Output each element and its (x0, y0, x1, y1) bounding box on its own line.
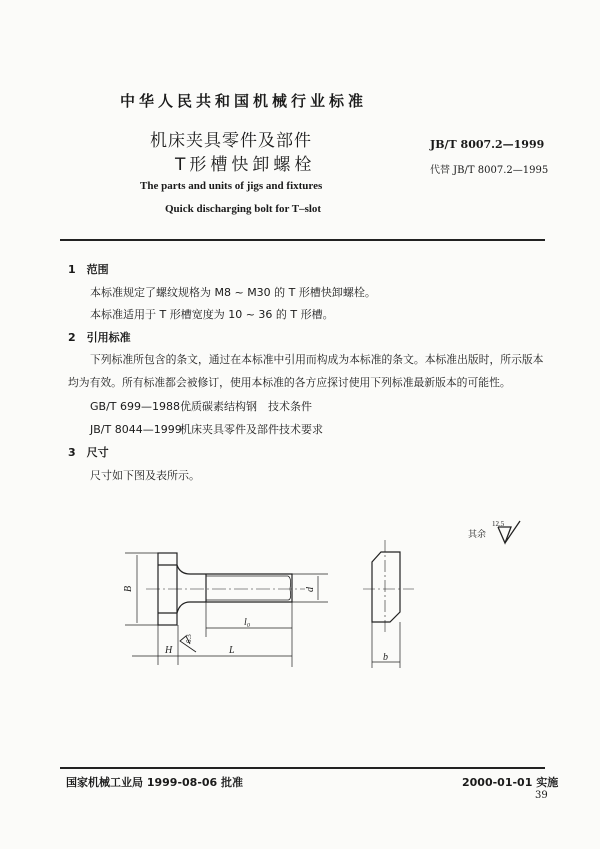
section-2-heading: 2 引用标准 (68, 331, 131, 344)
dim-d-label: d (305, 587, 316, 592)
section-2-para-line2: 均为有效。所有标准都会被修订，使用本标准的各方应探讨使用下列标准最新版本的可能性。 (68, 376, 511, 389)
rest-roughness-value: 12.5 (492, 520, 505, 528)
standard-org-header: 中华人民共和国机械行业标准 (120, 92, 368, 110)
section-1-para-2: 本标准适用于 T 形槽宽度为 10 ~ 36 的 T 形槽。 (90, 308, 334, 321)
section-2-para-line1: 下列标准所包含的条文，通过在本标准中引用而构成为本标准的条文。本标准出版时，所示版本 (90, 353, 544, 366)
footer-rule (60, 767, 545, 769)
dim-l0-label: l₀ (244, 617, 251, 628)
dim-b-label: b (383, 652, 388, 663)
bolt-side-view (372, 552, 400, 622)
section-3-para: 尺寸如下图及表所示。 (90, 469, 200, 482)
title-cn-line2: T形槽快卸螺栓 (175, 155, 316, 175)
title-en-line1: The parts and units of jigs and fixtures (140, 180, 323, 192)
replaces-code: 代替 JB/T 8007.2—1995 (430, 165, 549, 176)
reference-item: GB/T 699—1988优质碳素结构钢 技术条件 (90, 400, 312, 413)
section-1-heading: 1 范围 (68, 263, 109, 276)
title-en-line2: Quick discharging bolt for T–slot (165, 203, 322, 215)
section-1-para-1: 本标准规定了螺纹规格为 M8 ~ M30 的 T 形槽快卸螺栓。 (90, 286, 376, 299)
title-cn-line1: 机床夹具零件及部件 (150, 131, 312, 151)
face-roughness-value: 6.3 (185, 634, 193, 643)
section-3-heading: 3 尺寸 (68, 446, 109, 459)
dim-H-label: H (165, 645, 173, 656)
reference-item: JB/T 8044—1999机床夹具零件及部件技术要求 (90, 423, 323, 436)
page-number: 39 (535, 790, 548, 801)
dim-B-label: B (123, 585, 134, 592)
issued-by: 国家机械工业局 1999-08-06 批准 (66, 776, 244, 789)
dim-L-label: L (229, 645, 235, 656)
effective-date: 2000-01-01 实施 (462, 776, 559, 789)
standard-code: JB/T 8007.2—1999 (430, 138, 545, 151)
rest-label: 其余 (468, 530, 487, 540)
